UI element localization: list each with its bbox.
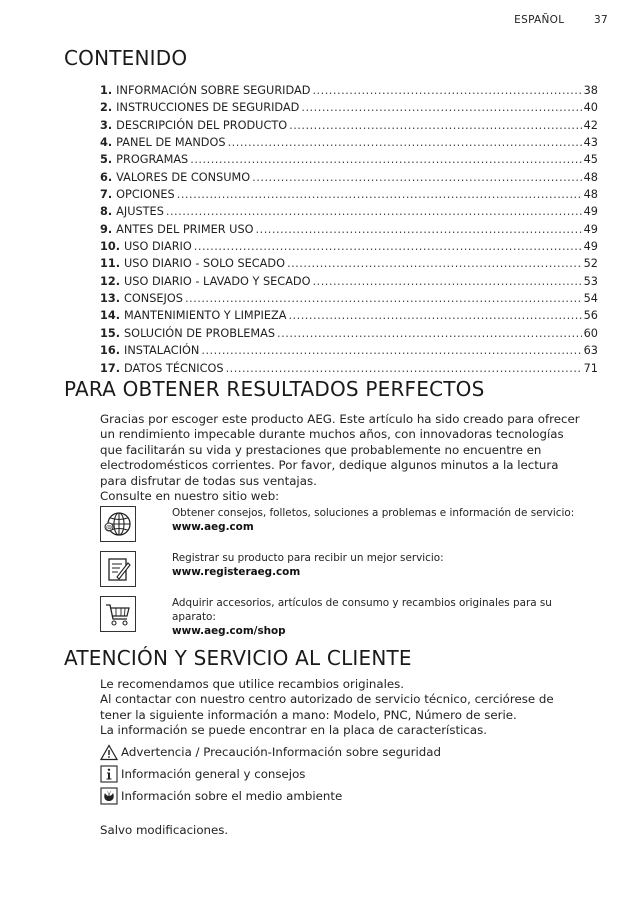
legend-warning: [100, 741, 600, 763]
toc-leader-dots: [256, 221, 582, 238]
toc-item-page: 42: [583, 118, 598, 132]
intro-line: Gracias por escoger este producto AEG. Este artículo ha sido creado para ofrecer: [100, 412, 580, 426]
link-row-shop: [100, 596, 600, 641]
service-title: ATENCIÓN Y SERVICIO AL CLIENTE: [64, 646, 412, 670]
toc-item-page: 54: [583, 292, 598, 306]
intro-line: un rendimiento impecable durante muchos años, con innovadoras tecnologías: [100, 427, 564, 442]
toc-item-page: 71: [583, 361, 598, 375]
toc-leader-dots: [228, 134, 582, 151]
toc-item-page: 48: [583, 188, 598, 202]
toc-leader-dots: [226, 360, 582, 377]
link-row-register: [100, 551, 600, 596]
toc-leader-dots: [287, 255, 582, 272]
toc-item-page: 53: [583, 274, 598, 288]
results-intro: [100, 412, 600, 504]
toc-item-page: 56: [583, 309, 598, 323]
toc-item-page: 43: [583, 136, 598, 150]
toc-leader-dots: [166, 203, 582, 220]
toc-item-number: 10.: [100, 240, 121, 254]
toc-leader-dots: [252, 169, 581, 186]
toc-leader-dots: [190, 151, 581, 168]
toc-item-number: 5.: [100, 153, 113, 167]
toc-item[interactable]: [100, 134, 598, 151]
toc-leader-dots: [177, 186, 582, 203]
warning-icon: [100, 743, 118, 761]
register-link[interactable]: www.registeraeg.com: [172, 566, 301, 578]
toc-item-page: 38: [583, 84, 598, 97]
toc-item-number: 4.: [100, 136, 113, 150]
toc-item[interactable]: [100, 238, 598, 255]
toc-item[interactable]: [100, 221, 598, 238]
toc-leader-dots: [289, 117, 582, 134]
toc-item-page: 45: [583, 153, 598, 167]
cart-icon: [100, 596, 136, 632]
toc-item-label: MANTENIMIENTO Y LIMPIEZA: [124, 309, 287, 323]
toc-item[interactable]: [100, 290, 598, 307]
toc-item-label: DESCRIPCIÓN DEL PRODUCTO: [116, 118, 288, 132]
toc-leader-dots: [194, 238, 582, 255]
toc-item-label: USO DIARIO - SOLO SECADO: [124, 257, 285, 271]
toc-item-page: 52: [583, 257, 598, 271]
toc-item-label: CONSEJOS: [124, 292, 183, 306]
legend-text: Información general y consejos: [121, 767, 306, 781]
website-links: [100, 506, 600, 641]
toc-leader-dots: [288, 307, 581, 324]
toc-item-number: 17.: [100, 361, 121, 375]
info-icon: [100, 765, 118, 783]
toc-item-label: PANEL DE MANDOS: [116, 136, 226, 150]
language-label: ESPAÑOL: [514, 14, 565, 26]
link-description: Adquirir accesorios, artículos de consumo y recambios originales para su: [172, 597, 552, 609]
toc-item-page: 49: [583, 205, 598, 219]
toc-leader-dots: [277, 325, 582, 342]
toc-item-label: OPCIONES: [116, 188, 175, 202]
page-number: 37: [594, 14, 608, 26]
service-line: tener la siguiente información a mano: Modelo, PNC, Número de serie.: [100, 707, 517, 722]
toc-item[interactable]: [100, 325, 598, 342]
toc-item[interactable]: [100, 360, 598, 377]
svg-text:@: @: [105, 523, 113, 532]
legend-text: Advertencia / Precaución-Información sobre seguridad: [121, 745, 441, 759]
toc-item[interactable]: [100, 307, 598, 324]
service-line: La información se puede encontrar en la placa de características.: [100, 723, 487, 738]
register-icon: [100, 551, 136, 587]
toc-leader-dots: [312, 82, 581, 99]
toc-item-number: 15.: [100, 326, 121, 340]
service-line: Le recomendamos que utilice recambios originales.: [100, 677, 405, 691]
link-description: aparato:: [172, 611, 216, 623]
toc-item-label: AJUSTES: [116, 205, 164, 219]
toc-item[interactable]: [100, 169, 598, 186]
intro-line: electrodomésticos corrientes. Por favor, dedique algunos minutos a la lectura: [100, 458, 559, 473]
toc-item[interactable]: [100, 151, 598, 168]
toc-item-number: 3.: [100, 118, 113, 132]
toc-item-label: SOLUCIÓN DE PROBLEMAS: [124, 326, 276, 340]
toc-item-number: 7.: [100, 188, 113, 202]
toc-item-page: 40: [583, 101, 598, 115]
toc-item-label: DATOS TÉCNICOS: [124, 361, 224, 375]
toc-item[interactable]: [100, 99, 598, 116]
toc-item-label: ANTES DEL PRIMER USO: [116, 222, 254, 236]
toc-item-label: USO DIARIO: [124, 240, 192, 254]
toc-item-label: INSTRUCCIONES DE SEGURIDAD: [116, 101, 300, 115]
toc-item-number: 8.: [100, 205, 113, 219]
symbol-legend: [100, 741, 600, 807]
toc-item[interactable]: [100, 186, 598, 203]
toc-item-label: VALORES DE CONSUMO: [116, 170, 251, 184]
legend-info: [100, 763, 600, 785]
globe-icon: [100, 506, 136, 542]
toc-item[interactable]: [100, 117, 598, 134]
toc-item[interactable]: [100, 273, 598, 290]
toc-item-number: 12.: [100, 274, 121, 288]
toc-item-page: 49: [583, 222, 598, 236]
intro-line: para disfrutar de todas sus ventajas.: [100, 473, 317, 488]
results-title: PARA OBTENER RESULTADOS PERFECTOS: [64, 377, 485, 401]
toc-item-page: 60: [583, 326, 598, 340]
table-of-contents: [100, 82, 598, 377]
toc-item[interactable]: [100, 342, 598, 359]
toc-item-label: INSTALACIÓN: [124, 344, 200, 358]
service-line: Al contactar con nuestro centro autorizado de servicio técnico, cerciórese de: [100, 692, 554, 707]
toc-item-label: PROGRAMAS: [116, 153, 189, 167]
toc-item-page: 48: [583, 170, 598, 184]
toc-item-number: 16.: [100, 344, 121, 358]
toc-leader-dots: [313, 273, 582, 290]
aeg-link[interactable]: www.aeg.com: [172, 521, 254, 533]
footer-note: Salvo modificaciones.: [100, 823, 229, 837]
shop-link[interactable]: www.aeg.com/shop: [172, 625, 286, 637]
toc-item-number: 13.: [100, 292, 121, 306]
environment-icon: [100, 787, 118, 805]
legend-text: Información sobre el medio ambiente: [121, 789, 343, 803]
page-header: [514, 14, 608, 26]
toc-item[interactable]: [100, 203, 598, 220]
toc-item[interactable]: [100, 255, 598, 272]
toc-item-number: 9.: [100, 222, 113, 236]
toc-item-number: 6.: [100, 170, 113, 184]
toc-item-label: INFORMACIÓN SOBRE SEGURIDAD: [116, 84, 311, 97]
toc-item-page: 49: [583, 240, 598, 254]
toc-item-number: 2.: [100, 101, 113, 115]
toc-leader-dots: [185, 290, 582, 307]
link-description: Obtener consejos, folletos, soluciones a problemas e información de servicio:: [172, 507, 575, 519]
legend-environment: [100, 785, 600, 807]
link-description: Registrar su producto para recibir un mejor servicio:: [172, 552, 444, 564]
toc-item-number: 1.: [100, 84, 113, 97]
toc-title: CONTENIDO: [64, 46, 188, 70]
toc-item[interactable]: [100, 82, 598, 99]
toc-item-number: 11.: [100, 257, 121, 271]
toc-item-label: USO DIARIO - LAVADO Y SECADO: [124, 274, 311, 288]
toc-item-page: 63: [583, 344, 598, 358]
toc-leader-dots: [301, 99, 581, 116]
link-row-support: [100, 506, 600, 551]
intro-line: que facilitarán su vida y prestaciones que probablemente no encuentre en: [100, 442, 542, 457]
toc-leader-dots: [201, 342, 581, 359]
service-intro: [100, 677, 600, 739]
consult-label: Consulte en nuestro sitio web:: [100, 489, 280, 504]
toc-item-number: 14.: [100, 309, 121, 323]
